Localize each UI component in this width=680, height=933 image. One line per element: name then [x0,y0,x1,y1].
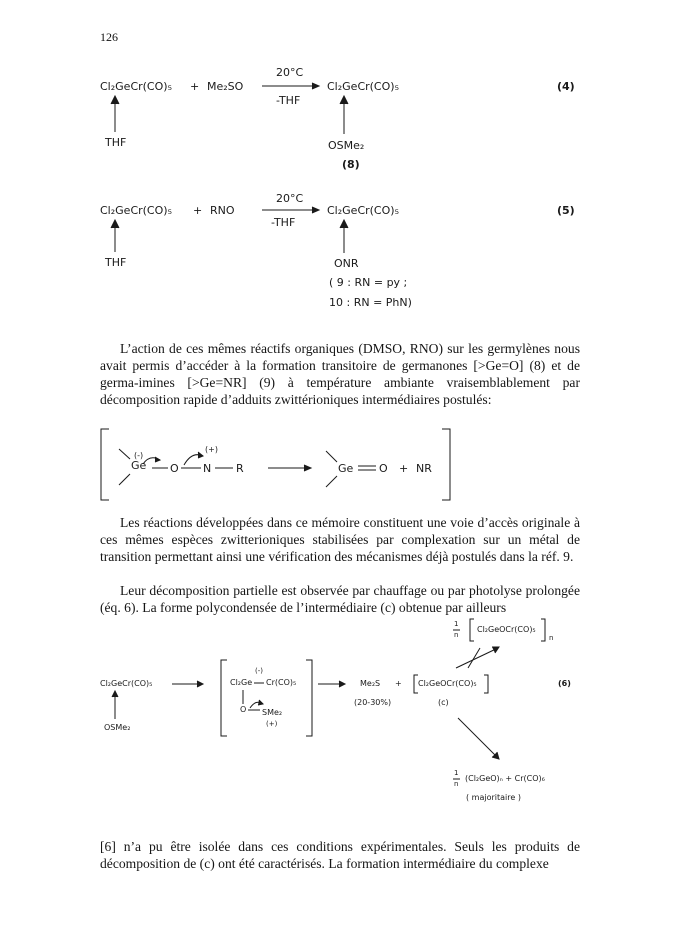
eq5-ligand-onr: ONR [334,257,359,270]
eq6-int-minus: (-) [255,667,263,675]
eq6-int-cr: Cr(CO)₅ [266,678,297,687]
eq6-int-plus: (+) [266,720,278,728]
eq5-plus: + [193,204,203,217]
eq4-coord-arrowhead-left [111,96,119,104]
eq6-c-label: (c) [438,698,449,707]
eq6-arrowhead-1 [197,681,203,687]
zw-plus: + [399,462,409,475]
zw-curly-arrowhead-2 [198,452,203,458]
zw-bracket-right [442,429,450,500]
zw-plus-charge: (+) [205,445,218,454]
eq6-arrow-up [456,648,498,668]
eq4-number: (4) [557,80,575,93]
zw-ge-right-bond-up [326,451,337,462]
eq5-reactant: Cl₂GeCr(CO)₅ [100,204,172,217]
eq6-start-ligand: OSMe₂ [104,723,131,732]
eq5-coord-arrowhead-right [340,220,348,228]
eq6-int-ge: Cl₂Ge [230,678,253,687]
eq4-compound-label: (8) [342,158,360,171]
eq6-c-bracket-left [414,675,418,693]
eq6-frac-bottom-num: 1 [454,769,459,777]
zw-minus-charge: (-) [134,451,144,460]
eq6-top-bracket-left [470,619,474,641]
eq6-top-bracket-right [541,619,545,641]
eq6-c-bracket-right [484,675,488,693]
eq6-c-complex: Cl₂GeOCr(CO)₅ [418,679,477,688]
eq6-int-o: O [240,705,247,714]
zw-ge-left: Ge [131,459,147,472]
eq6-arrow-up-strike [468,648,480,668]
eq4-reaction-arrowhead [312,83,319,89]
eq6-start: Cl₂GeCr(CO)₅ [100,679,153,688]
paragraph-4-text: [6] n’a pu être isolée dans ces conditions expérimentales. Seuls les produits de décomposition de (c) ont été caractérisés. La formation intermédiaire du complexe [100,839,580,871]
eq6-top-subscript: n [549,634,554,642]
zw-r-group: R [236,462,244,475]
zw-bracket-left [101,429,109,500]
eq4-condition-top: 20°C [276,66,304,79]
eq6-int-sme2: SMe₂ [262,708,283,717]
zw-ge-right-bond-down [326,476,337,487]
eq5-ligand-thf: THF [105,256,127,269]
eq5-coord-arrowhead-left [111,220,119,228]
eq6-arrowhead-2 [339,681,345,687]
eq5-condition-bottom: -THF [271,216,296,229]
eq6-me2s: Me₂S [360,679,381,688]
eq4-product: Cl₂GeCr(CO)₅ [327,80,399,93]
eq6-frac-top-den: n [454,631,459,639]
eq6-yield: (20-30%) [354,698,392,707]
eq6-frac-top-num: 1 [454,620,459,628]
eq5-product: Cl₂GeCr(CO)₅ [327,204,399,217]
eq6-arrow-down [458,718,498,758]
eq6-top-product: Cl₂GeOCr(CO)₅ [477,625,536,634]
eq6-bottom-note: ( majoritaire ) [466,793,521,802]
zw-ge-right: Ge [338,462,354,475]
eq5-condition-top: 20°C [276,192,304,205]
eq4-reactant: Cl₂GeCr(CO)₅ [100,80,172,93]
zw-oxygen: O [170,462,179,475]
eq6-frac-bottom-den: n [454,780,459,788]
paragraph-1-text: L’action de ces mêmes réactifs organiques (DMSO, RNO) sur les germylènes nous avait permis d’accéder à la formation transitoire de germanones [>Ge=O] (8) et de germa-imines [>Ge=NR] (9) à température ambiante vraisemblablement par décomposition rapide d’adduits zwittérioniques intermédiaires postulés: [100,341,580,407]
eq4-reagent: Me₂SO [207,80,244,93]
eq6-plus: + [395,679,402,688]
eq4-ligand-osme2: OSMe₂ [328,139,365,152]
zw-o-right: O [379,462,388,475]
page-number: 126 [100,30,118,44]
eq6-number: (6) [558,679,571,688]
eq5-reaction-arrowhead [312,207,319,213]
zw-reaction-arrowhead [304,465,311,471]
paragraph-3-text: Leur décomposition partielle est observée par chauffage ou par photolyse prolongée (éq. 6). La forme polycondensée de l’intermédiaire (c) obtenue par ailleurs [100,583,580,615]
eq4-condition-bottom: -THF [276,94,301,107]
paragraph-2-text: Les réactions développées dans ce mémoire constituent une voie d’accès originale à ces mêmes espèces zwitterioniques stabilisées par complexation sur un métal de transition permettant ainsi une vérification des mécanismes déjà postulés dans la réf. 9. [100,515,580,564]
zw-ge-bond-up [119,449,130,459]
zw-nr: NR [416,462,432,475]
eq5-number: (5) [557,204,575,217]
eq4-coord-arrowhead-right [340,96,348,104]
eq6-curly-arrowhead [258,700,263,705]
eq4-ligand-thf: THF [105,136,127,149]
zw-nitrogen: N [203,462,212,475]
eq5-reagent: RNO [210,204,235,217]
eq6-bottom-product: (Cl₂GeO)ₙ + Cr(CO)₆ [465,774,545,783]
eq5-note-line1: ( 9 : RN = py ; [329,276,408,289]
eq6-int-bracket-left [221,660,227,736]
eq6-int-bracket-right [306,660,312,736]
eq5-note-line2: 10 : RN = PhN) [329,296,412,309]
eq4-plus: + [190,80,200,93]
eq6-start-coord-arrowhead [112,691,118,697]
zw-ge-bond-down [119,474,130,485]
zw-curly-arrowhead-1 [155,457,160,462]
